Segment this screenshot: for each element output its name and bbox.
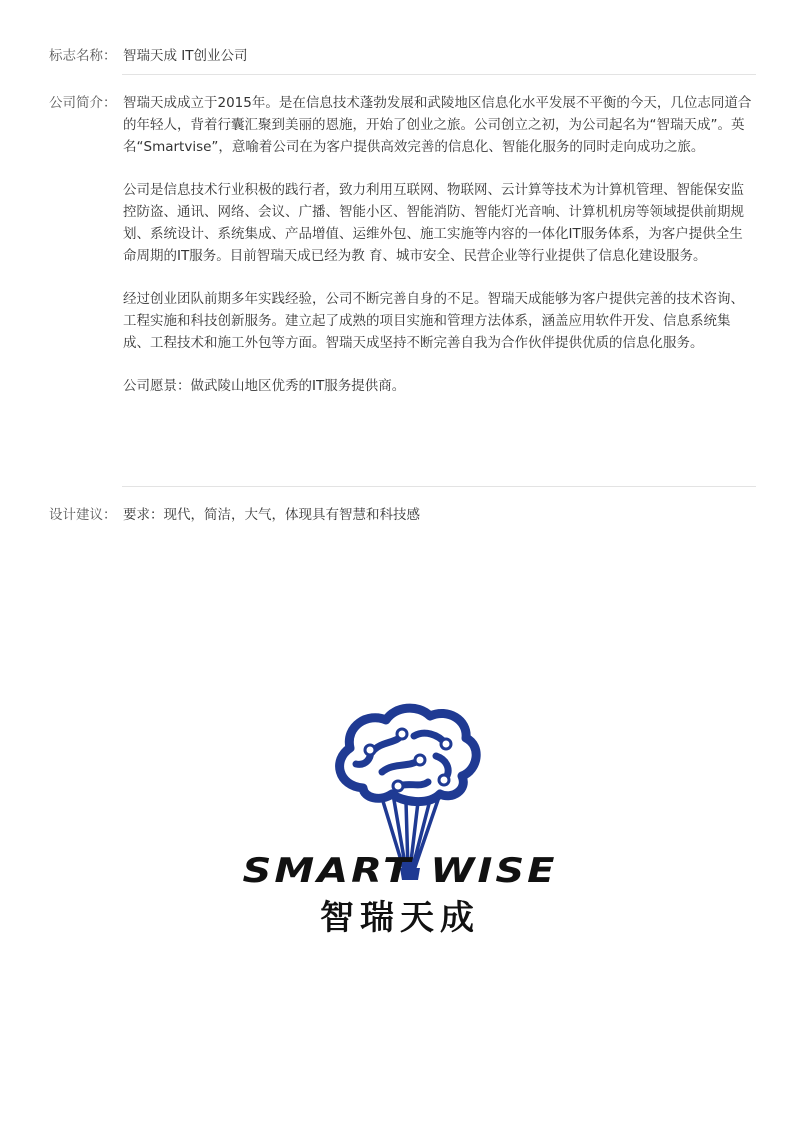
intro-paragraph: 智瑞天成成立于2015年。是在信息技术蓬勃发展和武陵地区信息化水平发展不平衡的今天，几位志同道合的年轻人，背着行囊汇聚到美丽的恩施，开始了创业之旅。公司创立之初，为公司起名为“智瑞天成”。英名“Smartvise”，意喻着公司在为客户提供高效完善的信息化、智能化服务的同时走向成功之旅。 (123, 95, 752, 155)
divider (122, 486, 756, 487)
company-intro-label: 公司简介： (49, 95, 117, 111)
design-suggestion-label: 设计建议： (49, 507, 117, 523)
logo-name-row (49, 45, 756, 67)
brand-name-cn: 智瑞天成 (320, 898, 480, 938)
intro-paragraph: 公司是信息技术行业积极的践行者，致力利用互联网、物联网、云计算等技术为计算机管理、智能保安监控防盗、通讯、网络、会议、广播、智能小区、智能消防、智能灯光音响、计算机机房等领域提供前期规划、系统设计、系统集成、产品增值、运维外包、施工实施等内容的一体化IT服务体系，为客户提供全生命周期的IT服务。目前智瑞天成已经为教 育、城市安全、民营企业等行业提供了信息化建设服务。 (123, 182, 744, 264)
design-suggestion-row (49, 504, 756, 526)
logo-name-label: 标志名称： (49, 48, 117, 64)
divider (122, 74, 756, 75)
design-suggestion-value: 要求：现代，简洁，大气，体现具有智慧和科技感 (123, 507, 420, 523)
brand-name-en: SMART WISE (242, 851, 558, 891)
company-intro-text (123, 92, 756, 397)
intro-paragraph: 经过创业团队前期多年实践经验，公司不断完善自身的不足。智瑞天成能够为客户提供完善的技术咨询、工程实施和科技创新服务。建立起了成熟的项目实施和管理方法体系，涵盖应用软件开发、信息系统集成、工程技术和施工外包等方面。智瑞天成坚持不断完善自我为合作伙伴提供优质的信息化服务。 (123, 291, 744, 351)
logo-name-value: 智瑞天成 IT创业公司 (123, 48, 248, 64)
company-intro-row (49, 92, 756, 397)
company-vision: 公司愿景：做武陵山地区优秀的IT服务提供商。 (123, 378, 406, 394)
